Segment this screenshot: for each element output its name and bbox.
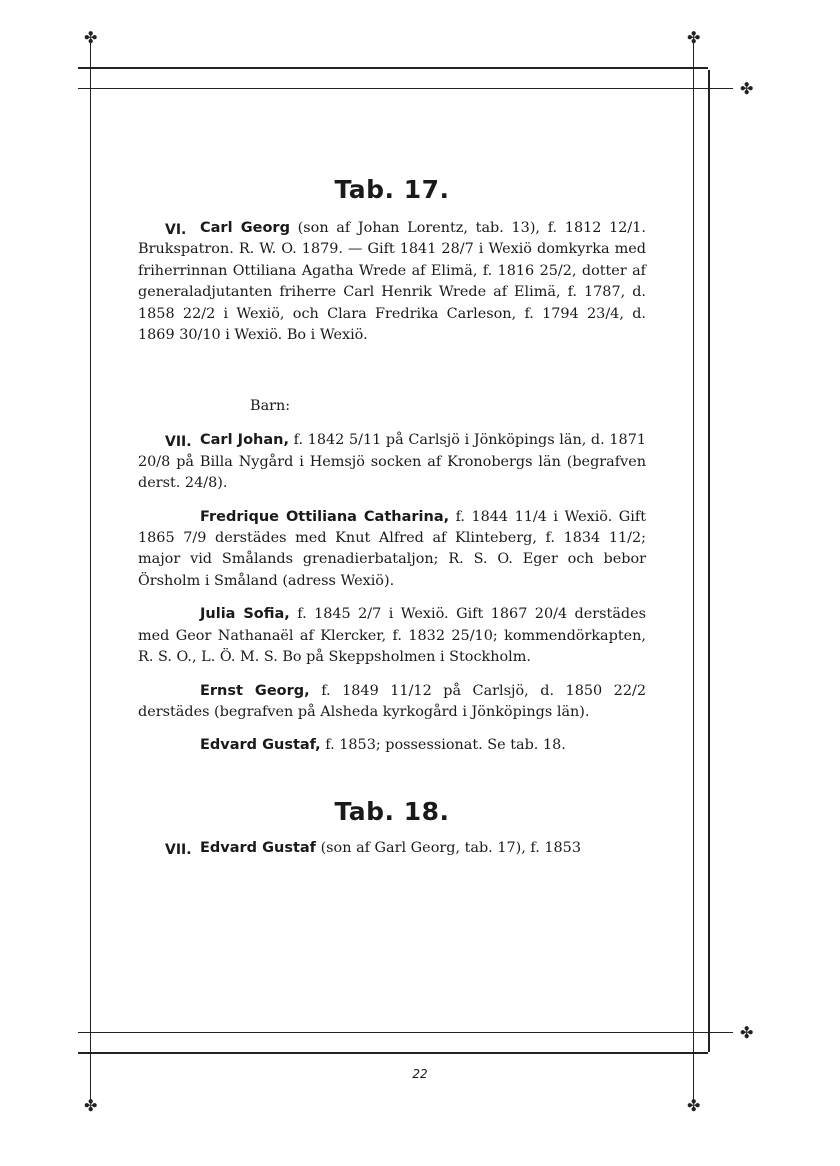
frame-top-rule (78, 88, 733, 89)
person-name: Ernst Georg, (200, 682, 310, 699)
child-entry (138, 735, 646, 756)
generation-marker: VI. (165, 222, 187, 238)
child-entry (138, 430, 646, 494)
frame-right-outer (708, 70, 710, 1052)
main-entry (138, 218, 646, 346)
entry-text: f. 1844 11/4 i Wexiö. Gift 1865 7/9 derstädes med Knut Alfred af Klinteberg, f. 1834 11/2; major vid Smålands grenadierbataljon; R. S. O. Eger och bebor Örsholm i Småland (adress Wexiö). (138, 508, 646, 589)
tab-17-title: Tab. 17. (334, 175, 450, 204)
main-entry (138, 838, 646, 859)
entry-text: (son af Johan Lorentz, tab. 13), f. 1812 12/1. Brukspatron. R. W. O. 1879. — Gift 1841 28/7 i Wexiö domkyrka med friherrinnan Ottiliana Agatha Wrede af Elimä, f. 1816 25/2, dotter af generaladjutanten friherre Carl Henrik Wrede af Elimä, f. 1787, d. 1858 22/2 i Wexiö, och Clara Fredrika Carleson, f. 1794 23/4, d. 1869 30/10 i Wexiö. Bo i Wexiö. (138, 220, 646, 344)
person-name: Edvard Gustaf (200, 839, 316, 856)
entry-text: f. 1842 5/11 på Carlsjö i Jönköpings län, d. 1871 20/8 på Billa Nygård i Hemsjö socken af Kronobergs län (begrafven derst. 24/8). (138, 432, 646, 492)
page-number: 22 (412, 1067, 428, 1081)
child-entry (138, 604, 646, 668)
corner-ornament-icon: ✤ (740, 1023, 754, 1042)
corner-ornament-icon: ✤ (687, 28, 701, 47)
generation-marker: VII. (165, 434, 192, 451)
person-name: Edvard Gustaf, (200, 737, 321, 754)
page-body (138, 175, 646, 859)
corner-ornament-icon: ✤ (84, 28, 98, 47)
child-entry (138, 681, 646, 724)
entry-text: f. 1849 11/12 på Carlsjö, d. 1850 22/2 derstädes (begrafven på Alsheda kyrkogård i Jönköpings län). (138, 682, 646, 720)
entry-text: f. 1853; possessionat. Se tab. 18. (325, 737, 566, 754)
person-name: Carl Georg (200, 220, 290, 236)
generation-marker: VII. (165, 841, 192, 858)
frame-right-line (693, 40, 694, 1100)
entry-text: (son af Garl Georg, tab. 17), f. 1853 (320, 839, 581, 856)
corner-ornament-icon: ✤ (84, 1096, 98, 1115)
corner-ornament-icon: ✤ (740, 79, 754, 98)
frame-left-line (90, 40, 91, 1100)
frame-top-line (78, 67, 708, 69)
corner-ornament-icon: ✤ (687, 1096, 701, 1115)
frame-bottom-rule (78, 1032, 733, 1033)
children-label: Barn: (250, 398, 291, 415)
person-name: Julia Sofia, (200, 606, 290, 623)
tab-18-title: Tab. 18. (334, 796, 450, 826)
person-name: Fredrique Ottiliana Catharina, (200, 508, 450, 525)
person-name: Carl Johan, (200, 432, 289, 449)
entry-text: f. 1845 2/7 i Wexiö. Gift 1867 20/4 derstädes med Geor Nathanaël af Klercker, f. 1832 25/10; kommendörkapten, R. S. O., L. Ö. M. S. Bo på Skeppsholmen i Stockholm. (138, 606, 647, 666)
child-entry (138, 507, 646, 593)
frame-bottom-line (78, 1052, 708, 1054)
